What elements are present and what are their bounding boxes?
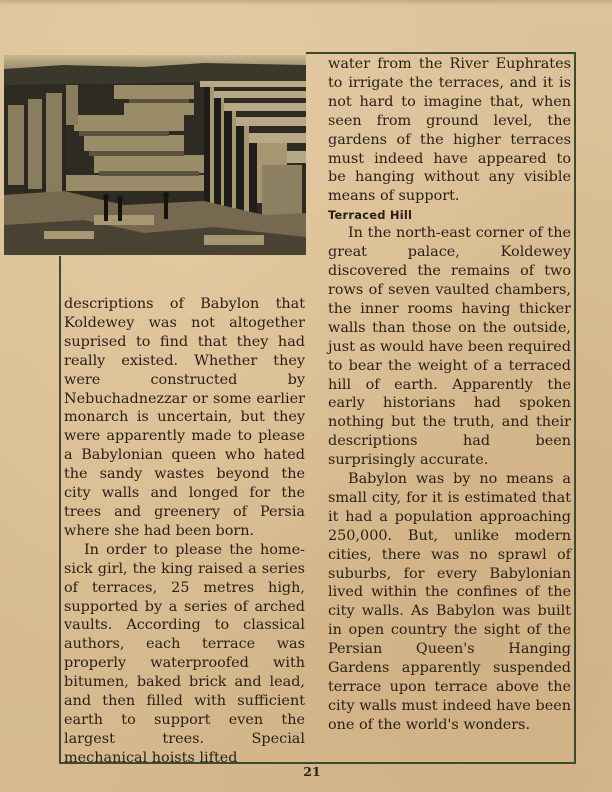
frame-left-border	[59, 256, 61, 763]
left-text-column	[64, 295, 305, 768]
page-edge	[0, 0, 612, 6]
body-paragraph: descriptions of Babylon that Koldewey was not altogether suprised to find that they had really existed. Whether they were constructed by Nebuchadnezzar or some earlier monarch is uncertain, but they were apparently made to please a Babylonian queen who hated the sandy wastes beyond the city walls and longed for the trees and greenery of Persia where she had been born.	[64, 296, 305, 539]
frame-right-border	[574, 52, 576, 764]
frame-top-border	[306, 52, 576, 54]
right-text-column	[328, 55, 571, 735]
babylon-ruins-photo	[4, 55, 306, 255]
body-paragraph: In order to please the home-sick girl, the king raised a series of terraces, 25 metres high, supported by a series of arched vaults. According to classical authors, each terrace was properly waterproofed with bitumen, baked brick and lead, and then filled with sufficient earth to support even the largest trees. Special mechanical hoists lifted	[64, 541, 305, 766]
section-subheading: Terraced Hill	[328, 208, 413, 223]
body-paragraph: water from the River Euphrates to irrigate the terraces, and it is not hard to imagine that, when seen from ground level, the gardens of the higher terraces must indeed have appeared to be hanging without any visible means of support.	[328, 56, 571, 205]
body-paragraph: Babylon was by no means a small city, for it is estimated that it had a population approaching 250,000. But, unlike modern cities, there was no sprawl of suburbs, for every Babylonian lived within the confines of the city walls. As Babylon was built in open country the sight of the Persian Queen's Hanging Gardens apparently suspended terrace upon terrace above the city walls must indeed have been one of the world's wonders.	[328, 471, 571, 733]
body-paragraph: In the north-east corner of the great palace, Koldewey discovered the remains of two rows of seven vaulted chambers, the inner rooms having thicker walls than those on the outside, just as would have been required to bear the weight of a terraced hill of earth. Apparently the early historians had spoken nothing but the truth, and their descriptions had been surprisingly accurate.	[328, 225, 571, 469]
page-number: 21	[303, 764, 321, 779]
ruins-illustration	[4, 55, 306, 255]
